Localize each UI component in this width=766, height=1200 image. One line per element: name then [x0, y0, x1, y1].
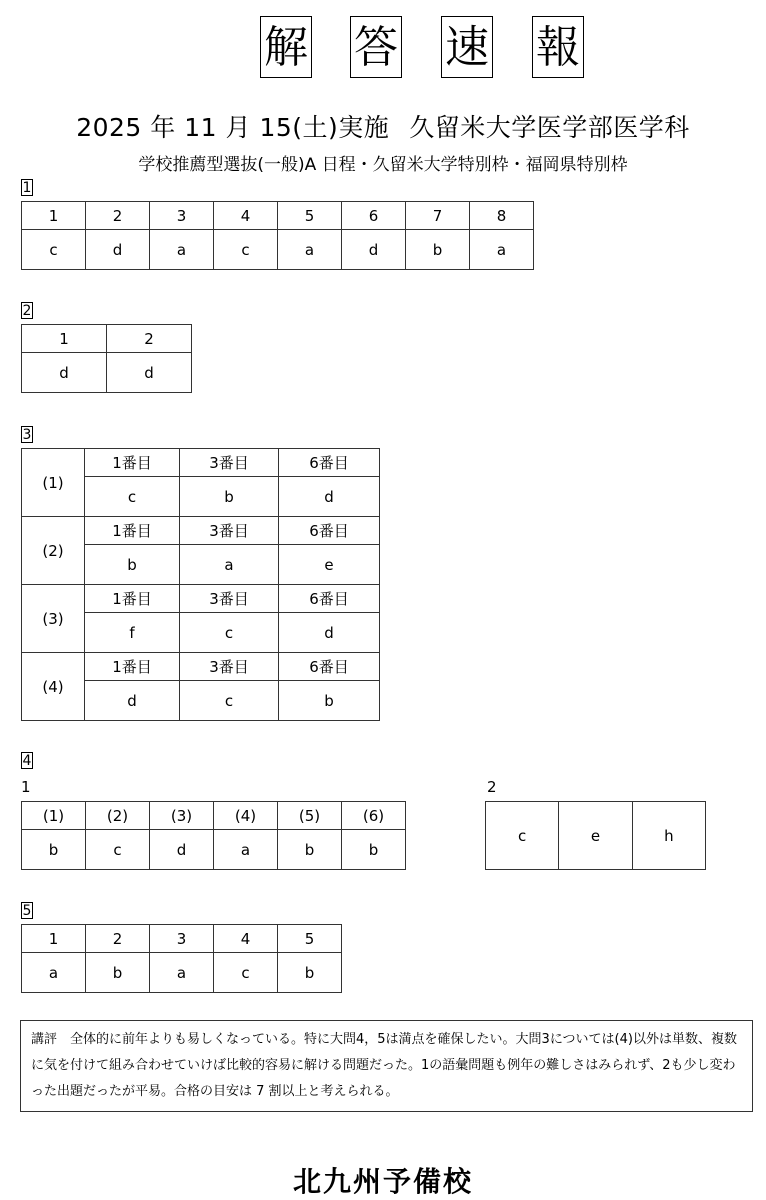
title-char: 答 [350, 16, 402, 78]
header-cell: 1 [22, 925, 86, 953]
header-row [22, 517, 380, 545]
header-row [22, 925, 342, 953]
answer-cell: b [85, 545, 180, 585]
section-1-table [21, 201, 534, 270]
question-cell: (4) [22, 653, 85, 721]
header-cell: (4) [214, 802, 278, 830]
header-cell: (1) [22, 802, 86, 830]
header-cell: 4 [214, 925, 278, 953]
answer-cell: a [22, 953, 86, 993]
header-row [22, 449, 380, 477]
section-3-table [21, 448, 380, 721]
answer-cell: c [86, 830, 150, 870]
answer-row [22, 953, 342, 993]
header-cell: 4 [214, 202, 278, 230]
header-cell: 5 [278, 202, 342, 230]
answer-cell: d [279, 477, 380, 517]
answer-cell: b [278, 953, 342, 993]
section-5-label: 5 [22, 903, 32, 919]
title-char: 速 [441, 16, 493, 78]
header-cell: 6番目 [279, 517, 380, 545]
answer-row [486, 802, 706, 870]
header-cell: 3番目 [180, 449, 279, 477]
header-cell: (6) [342, 802, 406, 830]
answer-cell: d [86, 230, 150, 270]
header-row [22, 653, 380, 681]
answer-cell: a [150, 953, 214, 993]
header-cell: 8 [470, 202, 534, 230]
answer-cell: a [150, 230, 214, 270]
answer-cell: a [180, 545, 279, 585]
school-logo-text: 北九州予備校 [292, 1165, 473, 1198]
answer-cell: d [85, 681, 180, 721]
answer-cell: c [180, 613, 279, 653]
answer-cell: b [279, 681, 380, 721]
header-cell: 5 [278, 925, 342, 953]
answer-cell: c [214, 230, 278, 270]
header-cell: 6番目 [279, 585, 380, 613]
section-4-part-2-table [485, 801, 706, 870]
section-1-label: 1 [22, 180, 32, 196]
answer-cell: b [278, 830, 342, 870]
section-4-part-1-label: 1 [21, 778, 31, 796]
answer-cell: e [559, 802, 632, 870]
section-5-table [21, 924, 342, 993]
title [0, 16, 766, 82]
answer-cell: c [214, 953, 278, 993]
header-cell: 1 [22, 202, 86, 230]
answer-cell: c [85, 477, 180, 517]
answer-cell: b [22, 830, 86, 870]
header-cell: 3番目 [180, 517, 279, 545]
answer-row [22, 230, 534, 270]
section-4-part-2-label: 2 [487, 778, 497, 796]
header-row [22, 202, 534, 230]
header-cell: 7 [406, 202, 470, 230]
header-cell: 6番目 [279, 653, 380, 681]
header-cell: 2 [86, 202, 150, 230]
header-cell: 3番目 [180, 653, 279, 681]
header-cell: 3 [150, 202, 214, 230]
answer-cell: f [85, 613, 180, 653]
answer-row [22, 353, 192, 393]
title-char: 報 [532, 16, 584, 78]
header-cell: 6番目 [279, 449, 380, 477]
section-3-label: 3 [22, 427, 32, 443]
exam-date-line [0, 108, 766, 144]
section-2-label: 2 [22, 303, 32, 319]
answer-cell: e [279, 545, 380, 585]
answer-cell: h [632, 802, 705, 870]
header-row [22, 802, 406, 830]
header-cell: (3) [150, 802, 214, 830]
answer-cell: b [406, 230, 470, 270]
header-cell: (2) [86, 802, 150, 830]
header-row [22, 585, 380, 613]
answer-cell: d [150, 830, 214, 870]
header-cell: 3 [150, 925, 214, 953]
review-comment: 講評 全体的に前年よりも易しくなっている。特に大問4，5は満点を確保したい。大問3については(4)以外は単数、複数に気を付けて組み合わせていけば比較的容易に解ける問題だった。1の語彙問題も例年の難しさはみられず、2も少し変わった出題だったが平易。合格の目安は 7 割以上と考えられる。 [20, 1020, 753, 1112]
answer-cell: b [86, 953, 150, 993]
answer-cell: d [342, 230, 406, 270]
answer-cell: d [107, 353, 192, 393]
answer-cell: a [470, 230, 534, 270]
question-cell: (1) [22, 449, 85, 517]
section-2-table [21, 324, 192, 393]
header-cell: 1 [22, 325, 107, 353]
header-cell: 3番目 [180, 585, 279, 613]
exam-type: 学校推薦型選抜(一般)A 日程・久留米大学特別枠・福岡県特別枠 [138, 155, 628, 175]
title-char: 解 [260, 16, 312, 78]
header-cell: 1番目 [85, 585, 180, 613]
school-name: 久留米大学医学部医学科 [409, 113, 690, 142]
section-4-label: 4 [22, 753, 32, 769]
header-cell: (5) [278, 802, 342, 830]
answer-row [22, 830, 406, 870]
header-cell: 6 [342, 202, 406, 230]
section-4-part-1-table [21, 801, 406, 870]
header-cell: 1番目 [85, 653, 180, 681]
answer-cell: c [486, 802, 559, 870]
answer-cell: a [214, 830, 278, 870]
header-cell: 2 [86, 925, 150, 953]
header-cell: 1番目 [85, 449, 180, 477]
answer-cell: c [22, 230, 86, 270]
answer-cell: d [279, 613, 380, 653]
header-row [22, 325, 192, 353]
answer-cell: d [22, 353, 107, 393]
header-cell: 2 [107, 325, 192, 353]
answer-cell: b [342, 830, 406, 870]
question-cell: (3) [22, 585, 85, 653]
header-cell: 1番目 [85, 517, 180, 545]
answer-cell: b [180, 477, 279, 517]
question-cell: (2) [22, 517, 85, 585]
answer-cell: c [180, 681, 279, 721]
answer-cell: a [278, 230, 342, 270]
exam-date: 2025 年 11 月 15(土)実施 [76, 113, 390, 142]
